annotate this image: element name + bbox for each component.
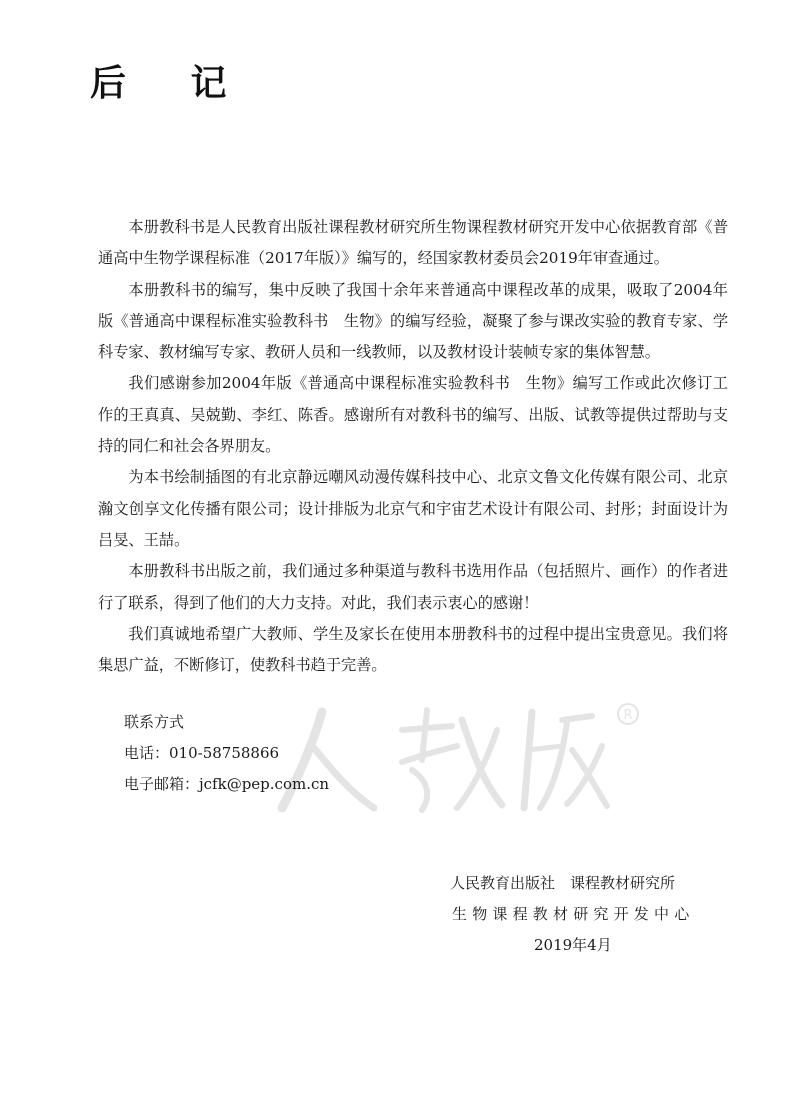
signature-publisher: 人民教育出版社 课程教材研究所	[450, 874, 676, 892]
paragraph-4: 为本书绘制插图的有北京静远嘲风动漫传媒科技中心、北京文鲁文化传媒有限公司、北京瀚文创享文化传播有限公司；设计排版为北京气和宇宙艺术设计有限公司、封彤；封面设计为吕旻、王喆。	[98, 468, 728, 549]
paragraph-2: 本册教科书的编写，集中反映了我国十余年来普通高中课程改革的成果，吸取了2004年版《普通高中课程标准实验教科书 生物》的编写经验，凝聚了参与课改实验的教育专家、学科专家、教材编写专家、教研人员和一线教师，以及教材设计装帧专家的集体智慧。	[98, 280, 728, 362]
paragraph-3: 我们感谢参加2004年版《普通高中课程标准实验教科书 生物》编写工作或此次修订工作的王真真、吴兢勤、李红、陈香。感谢所有对教科书的编写、出版、试教等提供过帮助与支持的同仁和社会各界朋友。	[98, 374, 728, 456]
paragraph-1: 本册教科书是人民教育出版社课程教材研究所生物课程教材研究开发中心依据教育部《普通高中生物学课程标准（2017年版）》编写的，经国家教材委员会2019年审查通过。	[98, 218, 728, 268]
registered-mark: R	[623, 708, 633, 723]
paragraph-5: 本册教科书出版之前，我们通过多种渠道与教科书选用作品（包括照片、画作）的作者进行了联系，得到了他们的大力支持。对此，我们表示衷心的感谢！	[98, 562, 728, 612]
afterword-body	[98, 212, 728, 681]
page-title: 后 记	[90, 63, 253, 104]
paragraph-6: 我们真诚地希望广大教师、学生及家长在使用本册教科书的过程中提出宝贵意见。我们将集思广益，不断修订，使教科书趋于完善。	[98, 624, 728, 675]
contact-info	[124, 707, 329, 800]
contact-email: 电子邮箱：jcfk@pep.com.cn	[124, 775, 330, 793]
signature-date: 2019年4月	[534, 936, 612, 954]
contact-phone: 电话：010-58758866	[124, 744, 280, 762]
signature-center: 生物课程教材研究开发中心	[452, 905, 695, 923]
signature-block	[450, 868, 720, 961]
contact-heading: 联系方式	[124, 713, 185, 731]
